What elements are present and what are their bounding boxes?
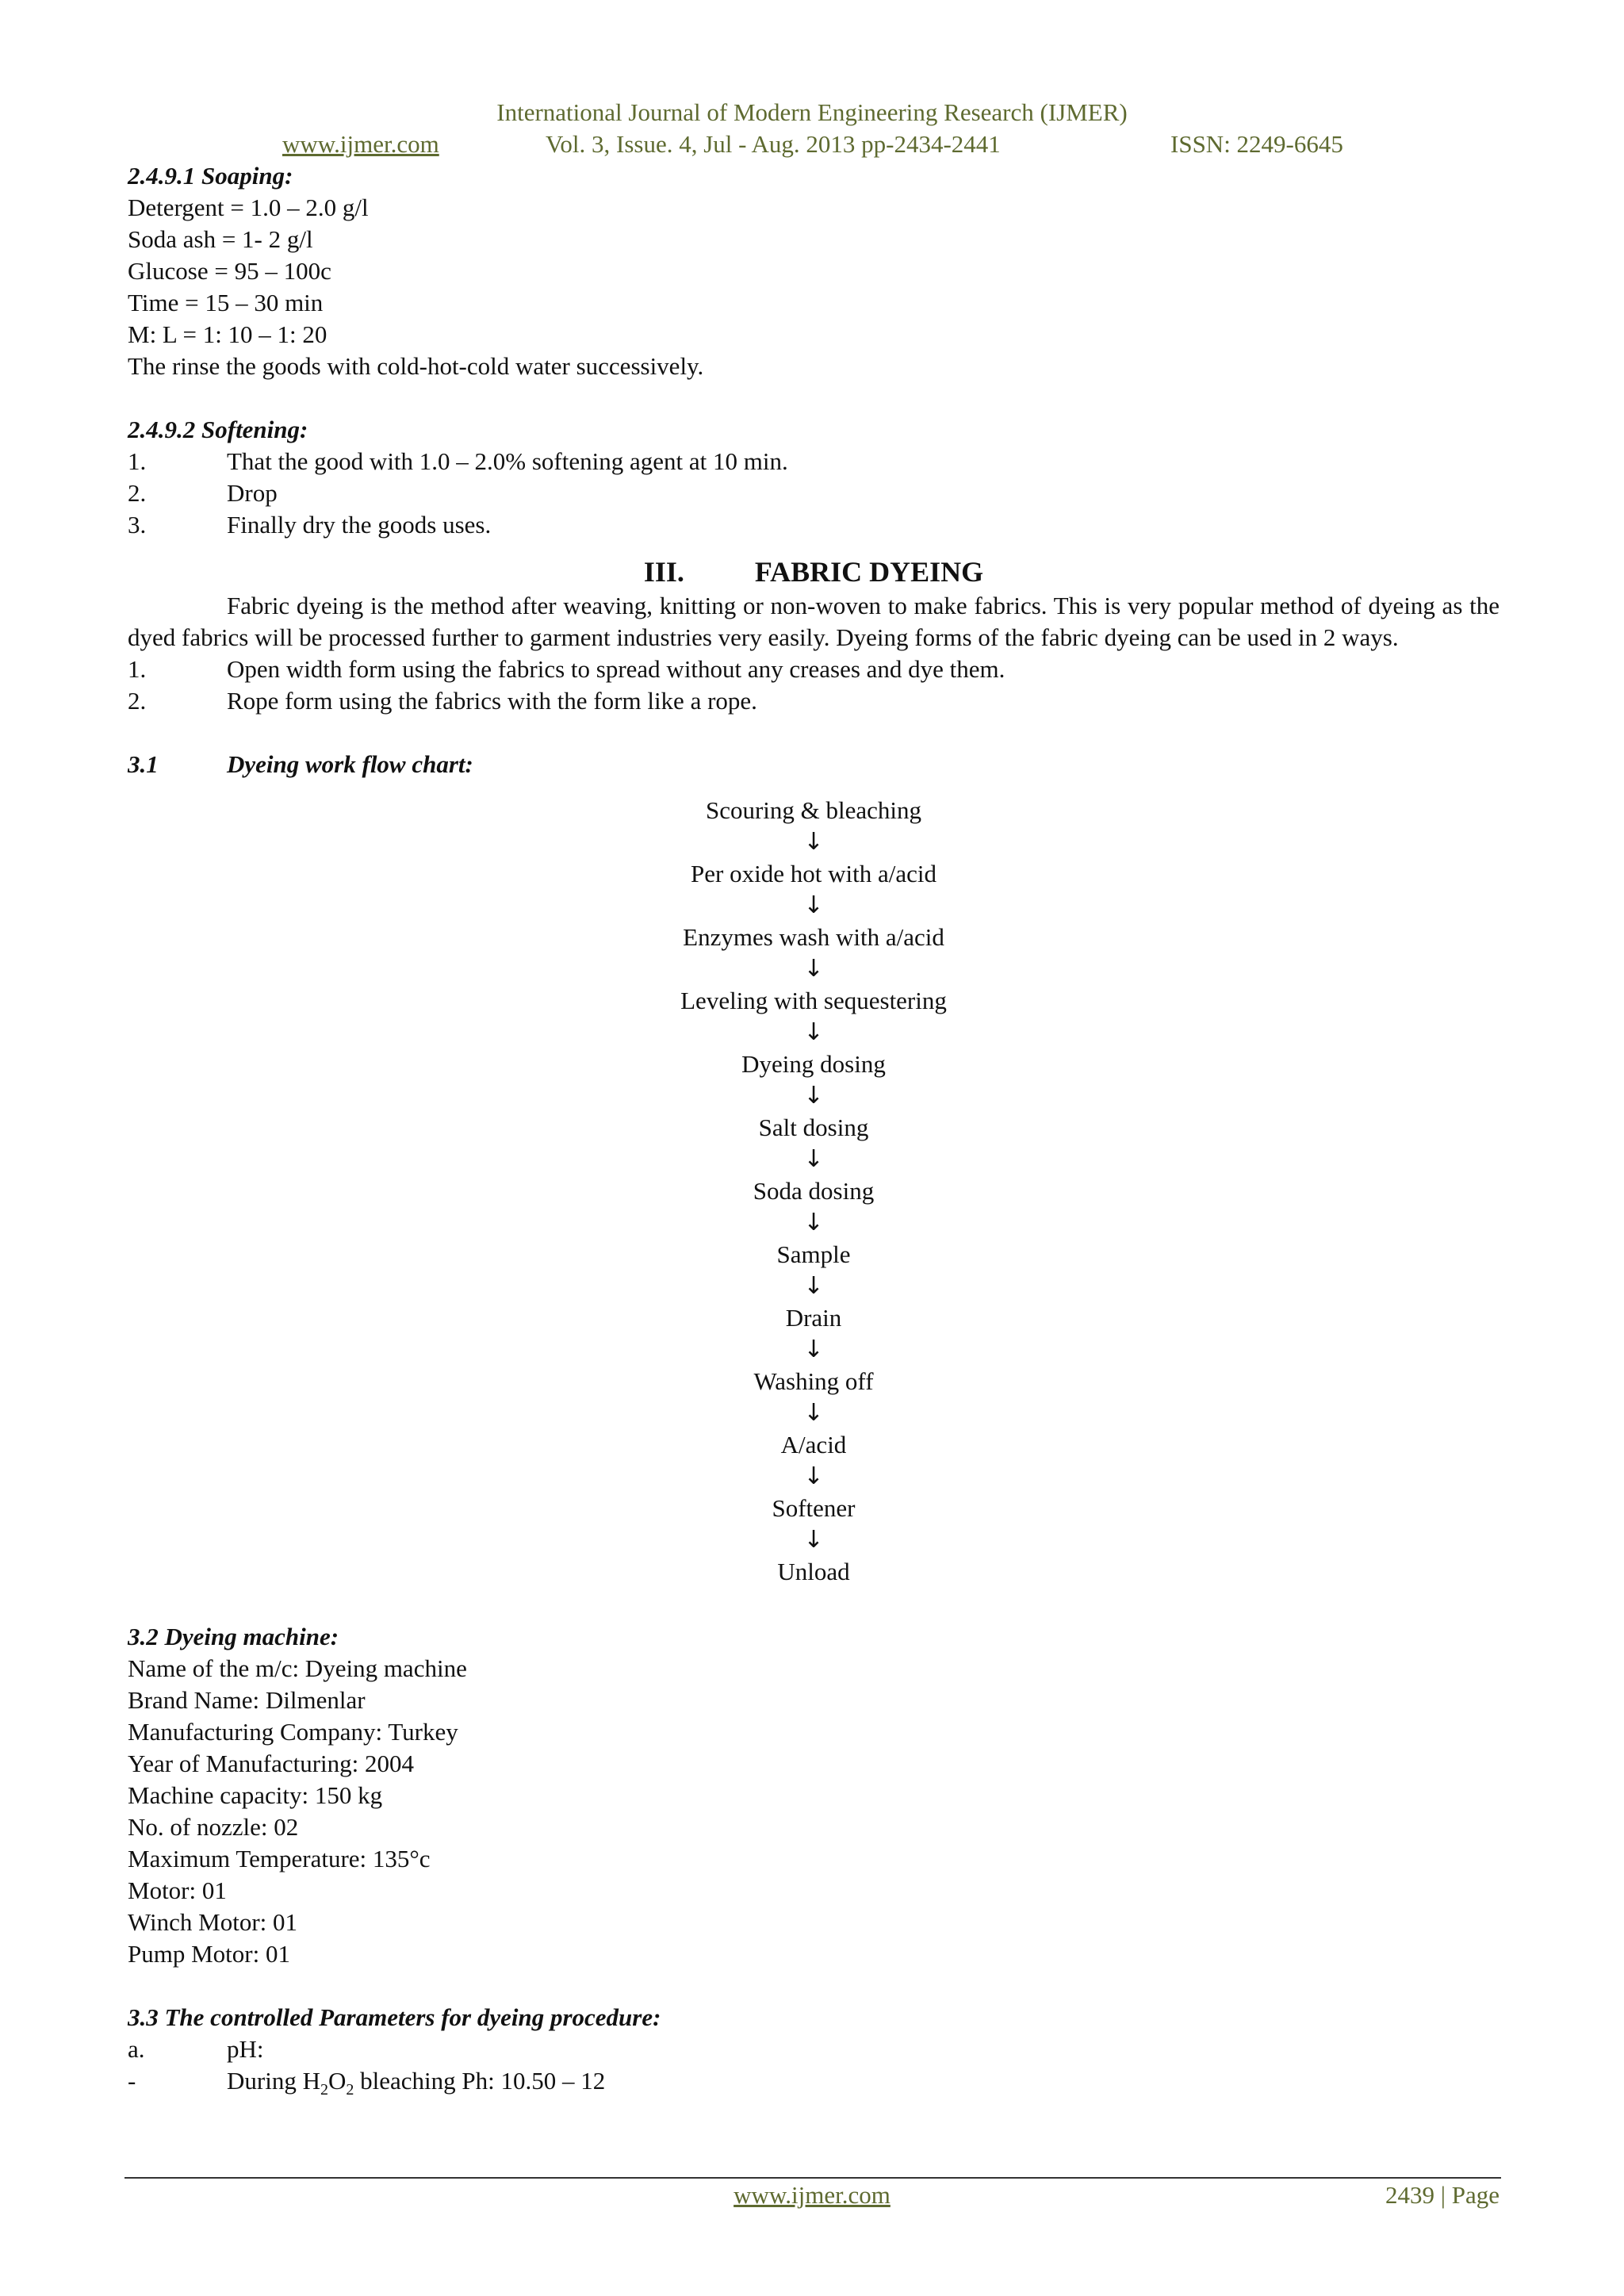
flow-arrow-icon: ↓ (803, 828, 824, 856)
page-content (128, 160, 1500, 2097)
list-number: 1. (128, 447, 147, 475)
flow-step: Sample (776, 1240, 851, 1268)
section-number: III. (643, 556, 684, 588)
softening-heading: 2.4.9.2 Softening: (128, 416, 308, 443)
journal-info-line (282, 128, 1369, 160)
param-item-text: pH: (227, 2035, 264, 2063)
flow-step: Per oxide hot with a/acid (691, 860, 936, 887)
flow-arrow-icon: ↓ (803, 1462, 824, 1490)
journal-issn: ISSN: 2249-6645 (1170, 130, 1343, 158)
soaping-list (128, 192, 1500, 382)
machine-spec-line: Machine capacity: 150 kg (128, 1781, 383, 1809)
param-item-label: a. (128, 2035, 145, 2063)
flow-arrow-icon: ↓ (803, 1272, 824, 1300)
list-number: 2. (128, 479, 147, 507)
workflow-chart (128, 795, 1500, 1588)
list-text: Drop (227, 479, 278, 507)
flow-arrow-icon: ↓ (803, 1209, 824, 1236)
machine-heading: 3.2 Dyeing machine: (128, 1623, 339, 1650)
flow-arrow-icon: ↓ (803, 1082, 824, 1110)
list-text: Open width form using the fabrics to spread without any creases and dye them. (227, 655, 1005, 683)
list-text: That the good with 1.0 – 2.0% softening agent at 10 min. (227, 447, 788, 475)
flow-step: A/acid (780, 1431, 847, 1458)
flow-arrow-icon: ↓ (803, 1336, 824, 1363)
list-text: Finally dry the goods uses. (227, 511, 492, 539)
dyeing-form-item (128, 685, 1500, 717)
params-heading: 3.3 The controlled Parameters for dyeing procedure: (128, 2003, 661, 2031)
softening-step (128, 446, 1500, 477)
flow-step: Scouring & bleaching (705, 796, 922, 824)
flow-step: Soda dosing (753, 1177, 875, 1205)
flow-arrow-icon: ↓ (803, 1399, 824, 1427)
machine-spec-line: Maximum Temperature: 135°c (128, 1845, 431, 1872)
dyeing-form-item (128, 654, 1500, 685)
flow-arrow-icon: ↓ (803, 1145, 824, 1173)
flow-step: Salt dosing (758, 1114, 869, 1141)
machine-spec-line: Manufacturing Company: Turkey (128, 1718, 458, 1746)
soaping-line: Glucose = 95 – 100c (128, 257, 331, 285)
flow-step: Dyeing dosing (741, 1050, 886, 1078)
param-item-bleaching (128, 2065, 1500, 2097)
machine-spec-line: No. of nozzle: 02 (128, 1813, 299, 1841)
flow-step: Leveling with sequestering (680, 987, 947, 1014)
flowchart-heading-number: 3.1 (128, 750, 159, 778)
param-dash: - (128, 2067, 136, 2095)
journal-url-link[interactable]: www.ijmer.com (282, 130, 439, 158)
machine-spec-line: Year of Manufacturing: 2004 (128, 1750, 415, 1777)
dyeing-forms-list (128, 654, 1500, 717)
flow-step: Washing off (753, 1367, 874, 1395)
soaping-line: Soda ash = 1- 2 g/l (128, 225, 313, 253)
section-heading: FABRIC DYEING (754, 556, 984, 588)
machine-spec-line: Pump Motor: 01 (128, 1940, 290, 1968)
footer-divider (124, 2177, 1501, 2179)
flow-arrow-icon: ↓ (803, 955, 824, 983)
machine-spec-list (128, 1653, 1500, 1970)
soaping-line: Time = 15 – 30 min (128, 289, 324, 316)
section-paragraph: Fabric dyeing is the method after weaving, knitting or non-woven to make fabrics. This is very popular method of dyeing as the dyed fabrics will be processed further to garment industries very easily. Dyeing forms of the fabric dyeing can be used in 2 ways. (128, 592, 1500, 651)
footer-url-link[interactable]: www.ijmer.com (733, 2181, 891, 2209)
soaping-heading: 2.4.9.1 Soaping: (128, 162, 293, 190)
flow-arrow-icon: ↓ (803, 1018, 824, 1046)
machine-spec-line: Brand Name: Dilmenlar (128, 1686, 366, 1714)
softening-step (128, 477, 1500, 509)
section-title (128, 554, 1500, 590)
machine-spec-line: Name of the m/c: Dyeing machine (128, 1654, 467, 1682)
journal-title: International Journal of Modern Engineering Research (IJMER) (496, 98, 1128, 126)
flow-step: Softener (772, 1494, 856, 1522)
journal-volume: Vol. 3, Issue. 4, Jul - Aug. 2013 pp-2434-2441 (546, 130, 1001, 158)
flow-arrow-icon: ↓ (803, 891, 824, 919)
flow-step: Unload (777, 1558, 850, 1585)
soaping-line: Detergent = 1.0 – 2.0 g/l (128, 194, 369, 221)
flow-step: Enzymes wash with a/acid (683, 923, 944, 951)
softening-step (128, 509, 1500, 541)
machine-spec-line: Winch Motor: 01 (128, 1908, 298, 1936)
list-number: 2. (128, 687, 147, 715)
list-number: 3. (128, 511, 147, 539)
softening-list (128, 446, 1500, 541)
soaping-line: M: L = 1: 10 – 1: 20 (128, 320, 327, 348)
page-number: 2439 | Page (1385, 2181, 1500, 2209)
flow-arrow-icon: ↓ (803, 1526, 824, 1554)
param-item-ph (128, 2033, 1500, 2065)
param-bleaching-text: During $H_2O_2$ bleaching Ph: 10.50 – 12 (227, 2067, 606, 2099)
list-number: 1. (128, 655, 147, 683)
flowchart-heading-text: Dyeing work flow chart: (227, 750, 473, 778)
soaping-line: The rinse the goods with cold-hot-cold water successively. (128, 352, 704, 380)
flowchart-heading (128, 749, 1500, 780)
list-text: Rope form using the fabrics with the form like a rope. (227, 687, 757, 715)
flow-step: Drain (785, 1304, 842, 1332)
machine-spec-line: Motor: 01 (128, 1876, 227, 1904)
